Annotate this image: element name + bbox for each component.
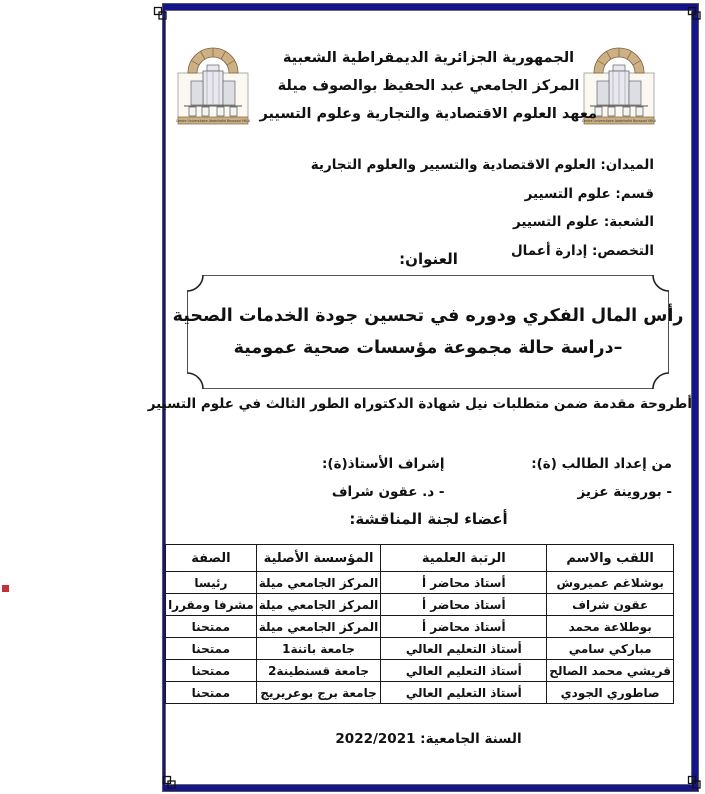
corner-ornament-icon [687, 6, 702, 21]
svg-text:Centre Universitaire Abdelhafi: Centre Universitaire Abdelhafid Boussouf MILA [582, 119, 656, 123]
thesis-title-page [147, 4, 698, 791]
committee-heading: أعضاء لجنة المناقشة: [349, 510, 508, 528]
member-rank: أستاذ محاضر أ [381, 616, 547, 638]
corner-ornament-icon [153, 6, 168, 21]
member-rank: أستاذ التعليم العالي [381, 682, 547, 704]
thesis-title-line-1: رأس المال الفكري ودوره في تحسين جودة الخدمات الصحية [172, 306, 684, 326]
supervisor-label: إشراف الأستاذ(ة): [322, 456, 445, 472]
field-line: الميدان: العلوم الاقتصادية والتسيير والعلوم التجارية [310, 157, 654, 173]
table-row [166, 638, 674, 660]
svg-text:Centre Universitaire Abdelhafi: Centre Universitaire Abdelhafid Boussouf MILA [176, 119, 250, 123]
member-institution: جامعة باتنة1 [256, 638, 381, 660]
member-name: صاطوري الجودي [547, 682, 674, 704]
study-info-block [225, 151, 654, 265]
member-institution: المركز الجامعي ميلة [256, 572, 381, 594]
table-row [166, 616, 674, 638]
table-row [166, 594, 674, 616]
supervisor-block [322, 450, 444, 506]
col-header-institution: المؤسسة الأصلية [256, 545, 381, 572]
member-rank: أستاذ محاضر أ [381, 594, 547, 616]
title-box [172, 275, 684, 389]
member-role: ممتحنا [166, 682, 257, 704]
member-role: ممتحنا [166, 638, 257, 660]
supervisor-name: - د. عقون شراف [331, 484, 445, 500]
col-header-name: اللقب والاسم [547, 545, 674, 572]
red-dot-marker [2, 585, 9, 592]
academic-year: السنة الجامعية: 2022/2021 [335, 731, 522, 747]
member-name: قريشي محمد الصالح [547, 660, 674, 682]
university-logo-icon [176, 43, 250, 125]
thesis-statement: أطروحة مقدمة ضمن متطلبات نيل شهادة الدكتوراه الطور الثالث في علوم التسيير [147, 396, 692, 412]
institute-line: معهد العلوم الاقتصادية والتجارية وعلوم التسيير [259, 106, 597, 122]
prepared-by-label: من إعداد الطالب (ة): [531, 456, 672, 472]
table-row [166, 682, 674, 704]
thesis-title [172, 275, 684, 389]
thesis-title-line-2: –دراسة حالة مجموعة مؤسسات صحية عمومية [233, 338, 623, 358]
member-role: مشرفا ومقررا [166, 594, 257, 616]
specialty-line: التخصص: إدارة أعمال [510, 242, 654, 259]
table-row [166, 572, 674, 594]
student-name: - بوروينة عزيز [577, 484, 672, 500]
member-name: بوطلاعة محمد [547, 616, 674, 638]
member-role: ممتحنا [166, 616, 257, 638]
university-line: المركز الجامعي عبد الحفيظ بوالصوف ميلة [277, 78, 580, 94]
member-institution: جامعة قسنطينة2 [256, 660, 381, 682]
table-row [166, 660, 674, 682]
page-header [260, 44, 597, 128]
member-role: رئيسا [166, 572, 257, 594]
prepared-by-block [531, 450, 672, 506]
member-rank: أستاذ التعليم العالي [381, 660, 547, 682]
member-institution: المركز الجامعي ميلة [256, 594, 381, 616]
member-institution: جامعة برج بوعريريج [256, 682, 381, 704]
department-line: قسم: علوم التسيير [524, 185, 654, 202]
member-role: ممتحنا [166, 660, 257, 682]
branch-line: الشعبة: علوم التسيير [512, 214, 654, 230]
member-name: عقون شراف [547, 594, 674, 616]
col-header-rank: الرتبة العلمية [381, 545, 547, 572]
member-name: بوشلاغم عميروش [547, 572, 674, 594]
corner-ornament-icon [687, 775, 702, 790]
republic-line: الجمهورية الجزائرية الديمقراطية الشعبية [282, 50, 575, 66]
member-rank: أستاذ التعليم العالي [381, 638, 547, 660]
corner-ornament-icon [162, 775, 177, 790]
committee-table [165, 544, 674, 704]
title-label: العنوان: [399, 250, 458, 268]
member-name: مباركي سامي [547, 638, 674, 660]
member-institution: المركز الجامعي ميلة [256, 616, 381, 638]
member-rank: أستاذ محاضر أ [381, 572, 547, 594]
col-header-role: الصفة [166, 545, 257, 572]
table-header-row [166, 545, 674, 572]
